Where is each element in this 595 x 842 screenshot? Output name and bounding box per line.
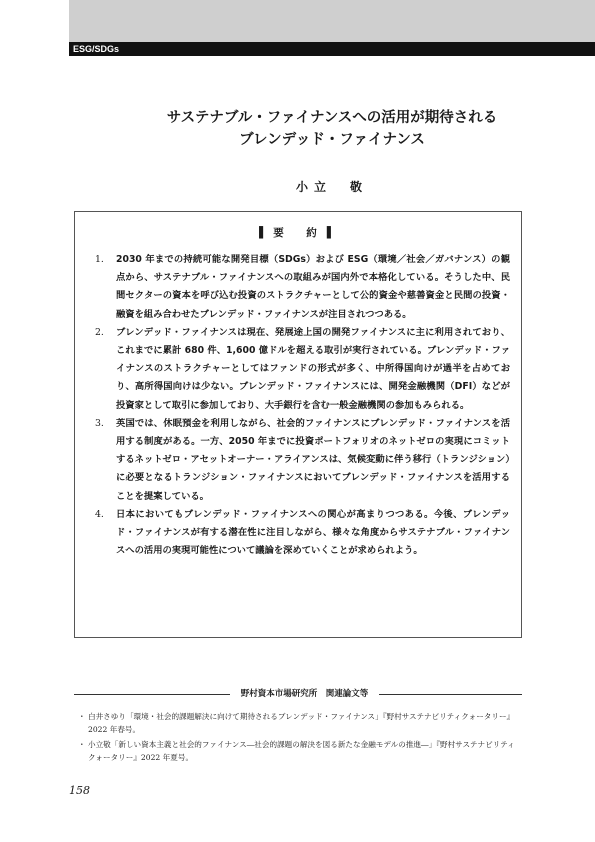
category-label: ESG/SDGs [73,44,120,54]
summary-box [74,211,522,638]
page-number: 158 [69,784,90,797]
summary-item-text: 英国では、休眠預金を利用しながら、社会的ファイナンスにブレンデッド・ファイナンスを活用する制度がある。一方、2050 年までに投資ポートフォリオのネットゼロの実現にコミットするネットゼロ・アセットオーナー・アライアンスは、気候変動に伴う移行（トランジション）に必要となるトランジション・ファイナンスにおいてブレンデッド・ファイナンスを活用することを提案している。 [116,417,510,502]
related-divider-left [74,694,230,695]
summary-item-number: 4. [95,508,104,520]
summary-item-text: ブレンデッド・ファイナンスは現在、発展途上国の開発ファイナンスに主に利用されており、これまでに累計 680 件、1,600 億ドルを超える取引が実行されている。ブレンデッド・ファイナンスのストラクチャーとしてはファンドの形式が多く、中所得国向けが過半を占めており、高所得国向けは少ない。ブレンデッド・ファイナンスには、開発金融機関（DFI）などが投資家として取引に参加しており、大手銀行を含む一般金融機関の参加もみられる。 [116,326,510,411]
related-papers-heading: 野村資本市場研究所 関連論文等 [240,689,369,699]
summary-item-text: 2030 年までの持続可能な開発目標（SDGs）および ESG（環境／社会／ガバナンス）の観点から、サステナブル・ファイナンスへの取組みが国内外で本格化している。そうした中、民間セクターの資本を呼び込む投資のストラクチャーとして公的資金や慈善資金と民間の投資・融資を組み合わせたブレンデッド・ファイナンスが注目されつつある。 [116,254,510,320]
related-papers-list [78,710,522,766]
reference-item [78,738,522,764]
summary-item-number: 2. [95,326,104,338]
article-title-line-1: サステナブル・ファイナンスへの活用が期待される [166,110,498,126]
header-band [69,0,595,42]
reference-text: 白井さゆり「環境・社会的課題解決に向けて期待されるブレンデッド・ファイナンス」『野村サステナビリティクォータリー』2022 年春号。 [88,712,515,734]
summary-item-text: 日本においてもブレンデッド・ファイナンスへの関心が高まりつつある。今後、ブレンデッド・ファイナンスが有する潜在性に注目しながら、様々な角度からサステナブル・ファイナンスへの活用の実現可能性について議論を深めていくことが求められよう。 [116,508,510,557]
related-divider-right [379,694,522,695]
reference-bullet: ・ [78,740,86,749]
category-bar [69,42,595,56]
reference-bullet: ・ [78,712,86,721]
summary-item-number: 1. [95,254,104,265]
summary-item [95,506,510,561]
author-name: 小立 敬 [295,180,368,194]
summary-list [95,251,510,560]
summary-item [95,415,510,506]
article-title [69,107,595,151]
summary-item [95,251,510,324]
summary-heading: ▌要 約▐ [259,227,337,239]
summary-item [95,324,510,415]
reference-text: 小立敬「新しい資本主義と社会的ファイナンス―社会的課題の解決を図る新たな金融モデルの推進―」『野村サステナビリティクォータリー』2022 年夏号。 [88,740,515,762]
summary-item-number: 3. [95,417,104,429]
article-title-line-2: ブレンデッド・ファイナンス [239,132,425,148]
reference-item [78,710,522,736]
